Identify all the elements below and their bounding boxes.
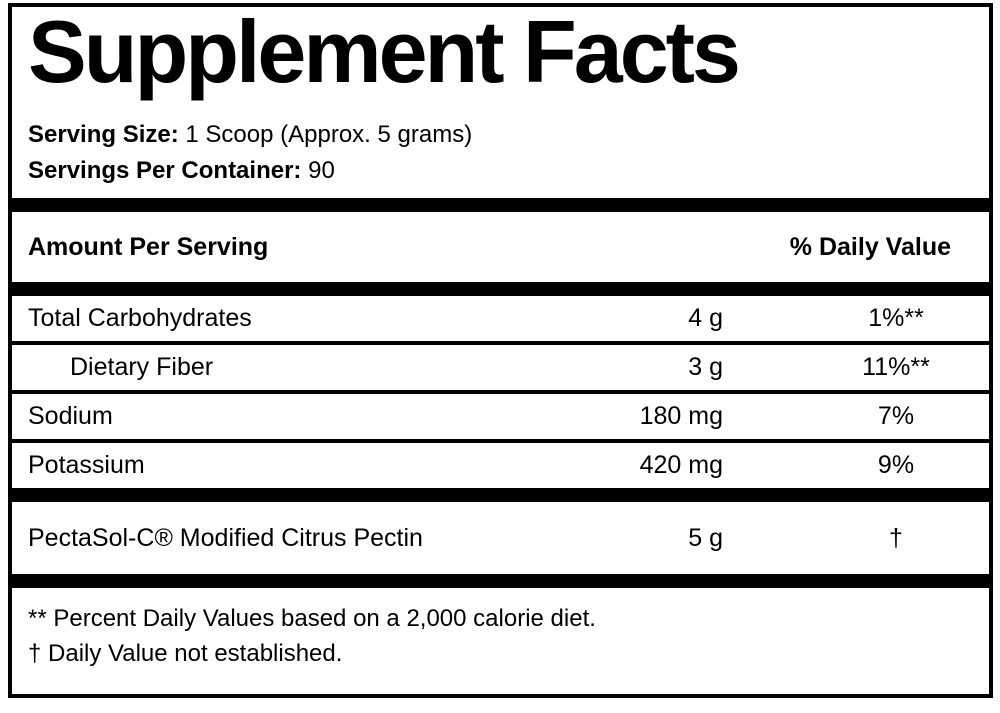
serving-size-value: 1 Scoop (Approx. 5 grams) <box>185 121 473 148</box>
servings-per-container-value: 90 <box>308 157 335 184</box>
panel-top-section <box>12 2 989 198</box>
panel-title: Supplement Facts <box>28 2 738 101</box>
nutrient-daily-value: † <box>889 523 903 552</box>
footnote-percent-daily-values: ** Percent Daily Values based on a 2,000 calorie diet. <box>28 605 596 632</box>
nutrient-row-pectasol <box>12 502 989 574</box>
nutrient-name: Sodium <box>28 402 113 430</box>
nutrient-amount: 4 g <box>688 304 723 332</box>
serving-size-label: Serving Size: <box>28 121 179 148</box>
amount-per-serving-header: Amount Per Serving <box>28 232 269 261</box>
nutrient-daily-value: 1%** <box>868 304 924 332</box>
serving-info <box>28 117 979 189</box>
column-header-row <box>12 212 989 282</box>
nutrient-row-total-carbohydrates <box>12 296 989 341</box>
servings-per-container-line <box>28 153 979 189</box>
nutrient-name: PectaSol-C® Modified Citrus Pectin <box>28 523 423 552</box>
nutrient-amount: 3 g <box>688 353 723 381</box>
nutrient-row-potassium <box>12 439 989 488</box>
nutrient-row-sodium <box>12 390 989 439</box>
nutrient-amount: 420 mg <box>639 451 723 479</box>
nutrient-daily-value: 9% <box>877 451 915 479</box>
serving-size-line <box>28 117 979 153</box>
nutrient-name: Potassium <box>28 451 145 479</box>
daily-value-header: % Daily Value <box>789 232 951 261</box>
footnote-section <box>12 588 989 694</box>
separator-bar <box>12 198 989 212</box>
nutrient-name: Dietary Fiber <box>70 353 214 381</box>
nutrient-amount: 5 g <box>688 523 723 552</box>
nutrient-daily-value: 7% <box>877 402 915 430</box>
nutrient-row-dietary-fiber <box>12 341 989 390</box>
nutrient-amount: 180 mg <box>639 402 723 430</box>
footnote-daily-value-not-established: † Daily Value not established. <box>28 640 343 667</box>
servings-per-container-label: Servings Per Container: <box>28 157 302 184</box>
supplement-facts-panel <box>8 3 993 698</box>
separator-bar <box>12 574 989 588</box>
nutrient-name: Total Carbohydrates <box>28 304 252 332</box>
separator-bar <box>12 488 989 502</box>
separator-bar <box>12 282 989 296</box>
nutrient-daily-value: 11%** <box>862 353 930 381</box>
